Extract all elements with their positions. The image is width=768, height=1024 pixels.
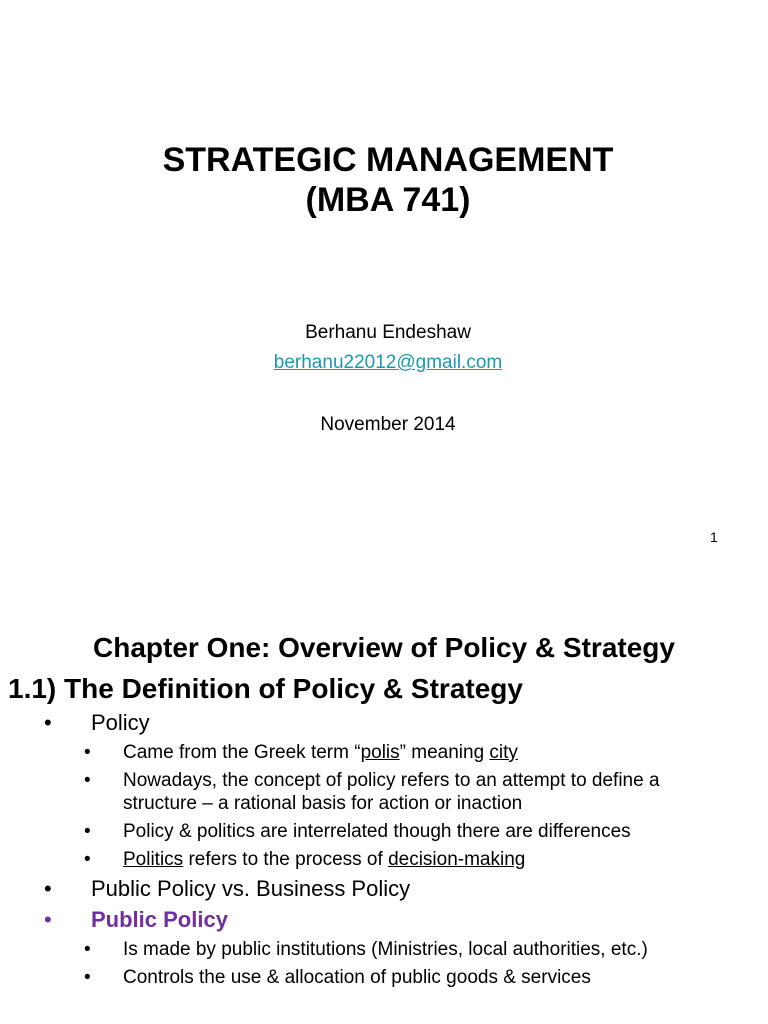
bullet-text: Nowadays, the concept of policy refers to an attempt to define a structure – a rational basis for action or inaction xyxy=(123,770,660,814)
course-title-line-1: STRATEGIC MANAGEMENT xyxy=(162,141,614,179)
author-email-link[interactable]: berhanu22012@gmail.com xyxy=(273,352,503,373)
course-title xyxy=(0,140,768,220)
bullet-text: Public Policy vs. Business Policy xyxy=(91,876,411,901)
bullet-icon: • xyxy=(44,876,52,901)
bullet-icon: • xyxy=(44,907,52,932)
bullet-icon: • xyxy=(84,967,91,988)
bullet-icon: • xyxy=(84,770,91,791)
bullet-icon: • xyxy=(84,742,91,763)
term-polis: polis xyxy=(360,742,400,763)
presentation-date: November 2014 xyxy=(320,414,456,435)
list-item xyxy=(0,876,768,902)
list-item xyxy=(0,938,683,961)
list-item xyxy=(0,741,683,764)
term-politics: Politics xyxy=(123,849,184,870)
bullet-text: Controls the use & allocation of public goods & services xyxy=(123,967,591,988)
page-number: 1 xyxy=(710,529,718,545)
list-item xyxy=(0,966,683,989)
chapter-title: Chapter One: Overview of Policy & Strategy xyxy=(93,632,675,663)
bullet-text: Policy & politics are interrelated though there are differences xyxy=(123,821,631,842)
list-item xyxy=(0,848,683,871)
term-city: city xyxy=(489,742,518,763)
bullet-list xyxy=(0,710,768,994)
bullet-icon: • xyxy=(84,849,91,870)
bullet-text: refers to the process of xyxy=(183,849,389,870)
bullet-text: Policy xyxy=(91,710,150,735)
author-block xyxy=(0,318,768,378)
bullet-icon: • xyxy=(84,821,91,842)
bullet-text: ” meaning xyxy=(399,742,490,763)
list-item xyxy=(0,710,768,736)
list-item-highlighted xyxy=(0,907,768,933)
content-slide xyxy=(0,576,768,1024)
bullet-text: Is made by public institutions (Ministries, local authorities, etc.) xyxy=(123,939,648,960)
bullet-icon: • xyxy=(84,939,91,960)
list-item xyxy=(0,820,683,843)
list-item xyxy=(0,769,683,815)
section-title: 1.1) The Definition of Policy & Strategy xyxy=(8,673,523,704)
author-name: Berhanu Endeshaw xyxy=(305,322,471,343)
course-title-line-2: (MBA 741) xyxy=(305,181,471,219)
bullet-text: Public Policy xyxy=(91,907,228,932)
bullet-icon: • xyxy=(44,710,52,735)
bullet-text: Came from the Greek term “ xyxy=(123,742,361,763)
term-decision-making: decision-making xyxy=(388,849,526,870)
